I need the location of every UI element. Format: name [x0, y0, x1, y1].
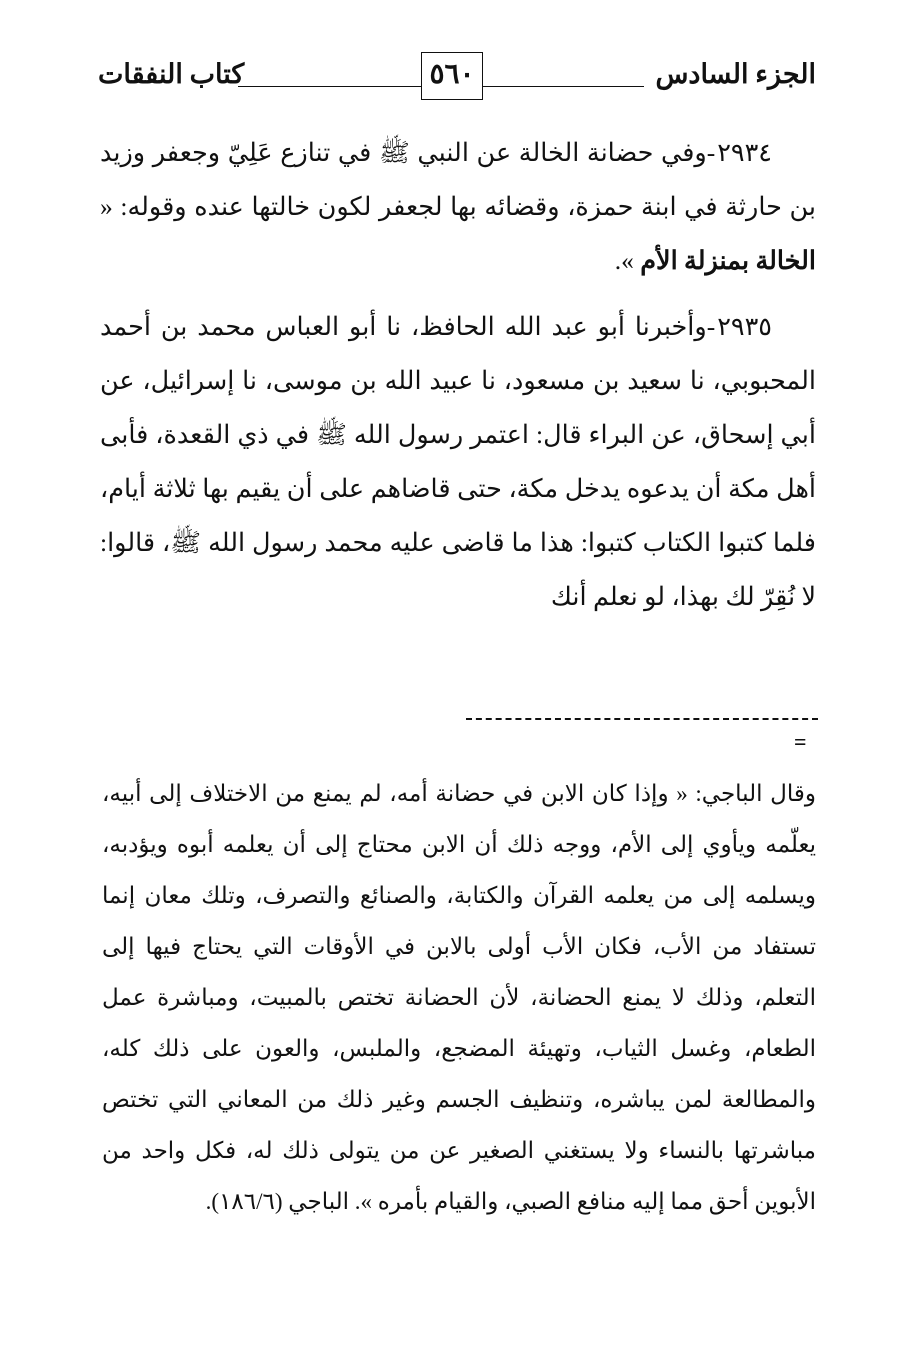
hadith-text-end: ». — [614, 246, 641, 275]
footnote-separator — [466, 718, 818, 720]
header-rule-right — [486, 86, 644, 87]
hadith-2934 — [100, 126, 816, 288]
hadith-2935 — [100, 300, 816, 624]
footnote-continuation-mark: = — [794, 729, 807, 754]
hadith-text: -وأخبرنا أبو عبد الله الحافظ، نا أبو العباس محمد بن أحمد المحبوبي، نا سعيد بن مسعود، نا عبيد الله بن موسى، نا إسرائيل، عن أبي إسحاق، عن البراء قال: اعتمر رسول الله ﷺ في ذي القعدة، فأبى أهل مكة أن يدعوه يدخل مكة، حتى قاضاهم على أن يقيم بها ثلاثة أيام، فلما كتبوا الكتاب كتبوا: هذا ما قاضى عليه محمد رسول الله ﷺ، قالوا: لا نُقِرّ لك بهذا، لو نعلم أنك — [100, 312, 816, 611]
footnote — [102, 768, 816, 1227]
hadith-text: -وفي حضانة الخالة عن النبي ﷺ في تنازع عَلِيّ وجعفر وزيد بن حارثة في ابنة حمزة، وقضائه بها لجعفر لكون خالتها عنده وقوله: « — [100, 138, 816, 221]
chapter-title: كتاب النفقات — [98, 59, 245, 89]
main-text — [100, 126, 816, 624]
hadith-number: ٢٩٣٤ — [717, 138, 772, 167]
hadith-quote: الخالة بمنزلة الأم — [640, 246, 816, 275]
page-header — [98, 48, 816, 104]
footnote-text: وقال الباجي: « وإذا كان الابن في حضانة أمه، لم يمنع من الاختلاف إلى أبيه، يعلّمه ويأوي إلى الأم، ووجه ذلك أن الابن محتاج إلى أن يعلمه أبوه ويؤدبه، ويسلمه إلى من يعلمه القرآن والكتابة، والصنائع والتصرف، وتلك معان إنما تستفاد من الأب، فكان الأب أولى بالابن في الأوقات التي يحتاج فيها إلى التعلم، وذلك لا يمنع الحضانة، لأن الحضانة تختص بالمبيت، ومباشرة عمل الطعام، وغسل الثياب، وتهيئة المضجع، والملبس، والعون على ذلك كله، والمطالعة لمن يباشره، وتنظيف الجسم وغير ذلك من المعاني التي تختص مباشرتها بالنساء ولا يستغني الصغير عن من يتولى ذلك له، فكل واحد من الأبوين أحق مما إليه منافع الصبي، والقيام بأمره ». الباجي (١٨٦/٦). — [102, 781, 817, 1214]
hadith-number: ٢٩٣٥ — [717, 312, 772, 341]
page-number: ٥٦٠ — [421, 52, 483, 100]
volume-title: الجزء السادس — [655, 59, 816, 89]
